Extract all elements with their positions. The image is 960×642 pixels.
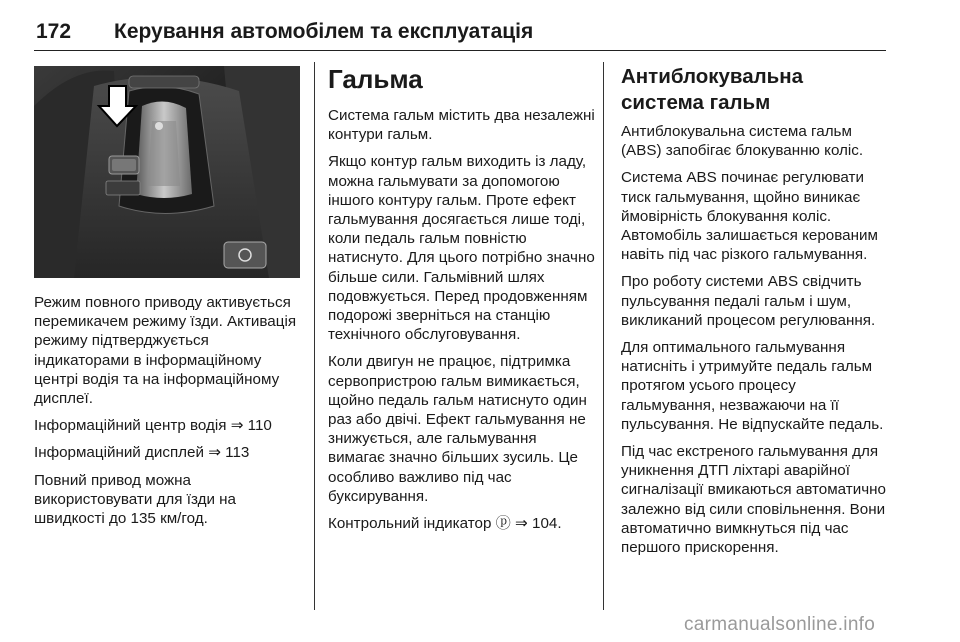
header-rule: [34, 50, 886, 51]
paragraph: Якщо контур гальм виходить із ладу, можна гальмувати за допомогою іншого контуру гальм. Проте ефект гальмування досягається лише тоді, коли педаль гальм повністю натиснуто. Для цього потрібно значно більше сили. Гальмівний шлях подовжується. Перед продовженням подорожі зверніться на станцію технічного обслуговування.: [328, 153, 595, 344]
drive-mode-switch-photo: [34, 66, 300, 278]
column-divider: [314, 62, 315, 610]
left-column: [34, 293, 302, 536]
paragraph: Антиблокувальна система гальм (ABS) запобігає блокуванню коліс.: [621, 123, 864, 160]
section-heading: Гальма: [328, 64, 423, 94]
right-column: [621, 64, 891, 565]
paragraph: Для оптимального гальмування натисніть і утримуйте педаль гальм протягом усього процесу гальмування, незважаючи на її пульсування. Не відпускайте педаль.: [621, 339, 884, 433]
paragraph: Система ABS починає регулювати тиск гальмування, щойно виникає ймовірність блокування коліс. Автомобіль залишається керованим навіть під час різкого гальмування.: [621, 169, 878, 264]
page-header: [36, 20, 886, 50]
column-divider: [603, 62, 604, 610]
paragraph: Під час екстреного гальмування для уникнення ДТП ліхтарі аварійної сигналізації вмикаються автоматично залежно від сили сповільнення. Вони автоматично вимкнуться під час першого прискорення.: [621, 443, 886, 557]
section-heading: Антиблокувальна система гальм: [621, 65, 804, 114]
cross-reference[interactable]: Контрольний індикатор ⓟ ⇒ 104.: [328, 515, 562, 533]
page-title: Керування автомобілем та експлуатація: [114, 20, 534, 43]
paragraph: Система гальм містить два незалежні контури гальм.: [328, 107, 595, 144]
cross-reference[interactable]: Інформаційний дисплей ⇒ 113: [34, 444, 250, 462]
middle-column: [328, 64, 596, 541]
paragraph: Повний привод можна використовувати для їзди на швидкості до 135 км/год.: [34, 471, 236, 528]
paragraph: Коли двигун не працює, підтримка сервопристрою гальм вимикається, щойно педаль гальм натиснуто один раз або двічі. Ефект гальмування не знижується, але гальмування вимагає значно більших зусиль. Це особливо важливо під час буксирування.: [328, 353, 587, 505]
paragraph: Режим повного приводу активується перемикачем режиму їзди. Активація режиму підтверджується індикаторами в інформаційному центрі водія та на інформаційному дисплеї.: [34, 294, 297, 408]
page-number: 172: [36, 20, 72, 43]
watermark: carmanualsonline.info: [684, 614, 876, 635]
paragraph: Про роботу системи ABS свідчить пульсування педалі гальм і шум, викликаний процесом регулювання.: [621, 273, 876, 329]
cross-reference[interactable]: Інформаційний центр водія ⇒ 110: [34, 417, 272, 435]
